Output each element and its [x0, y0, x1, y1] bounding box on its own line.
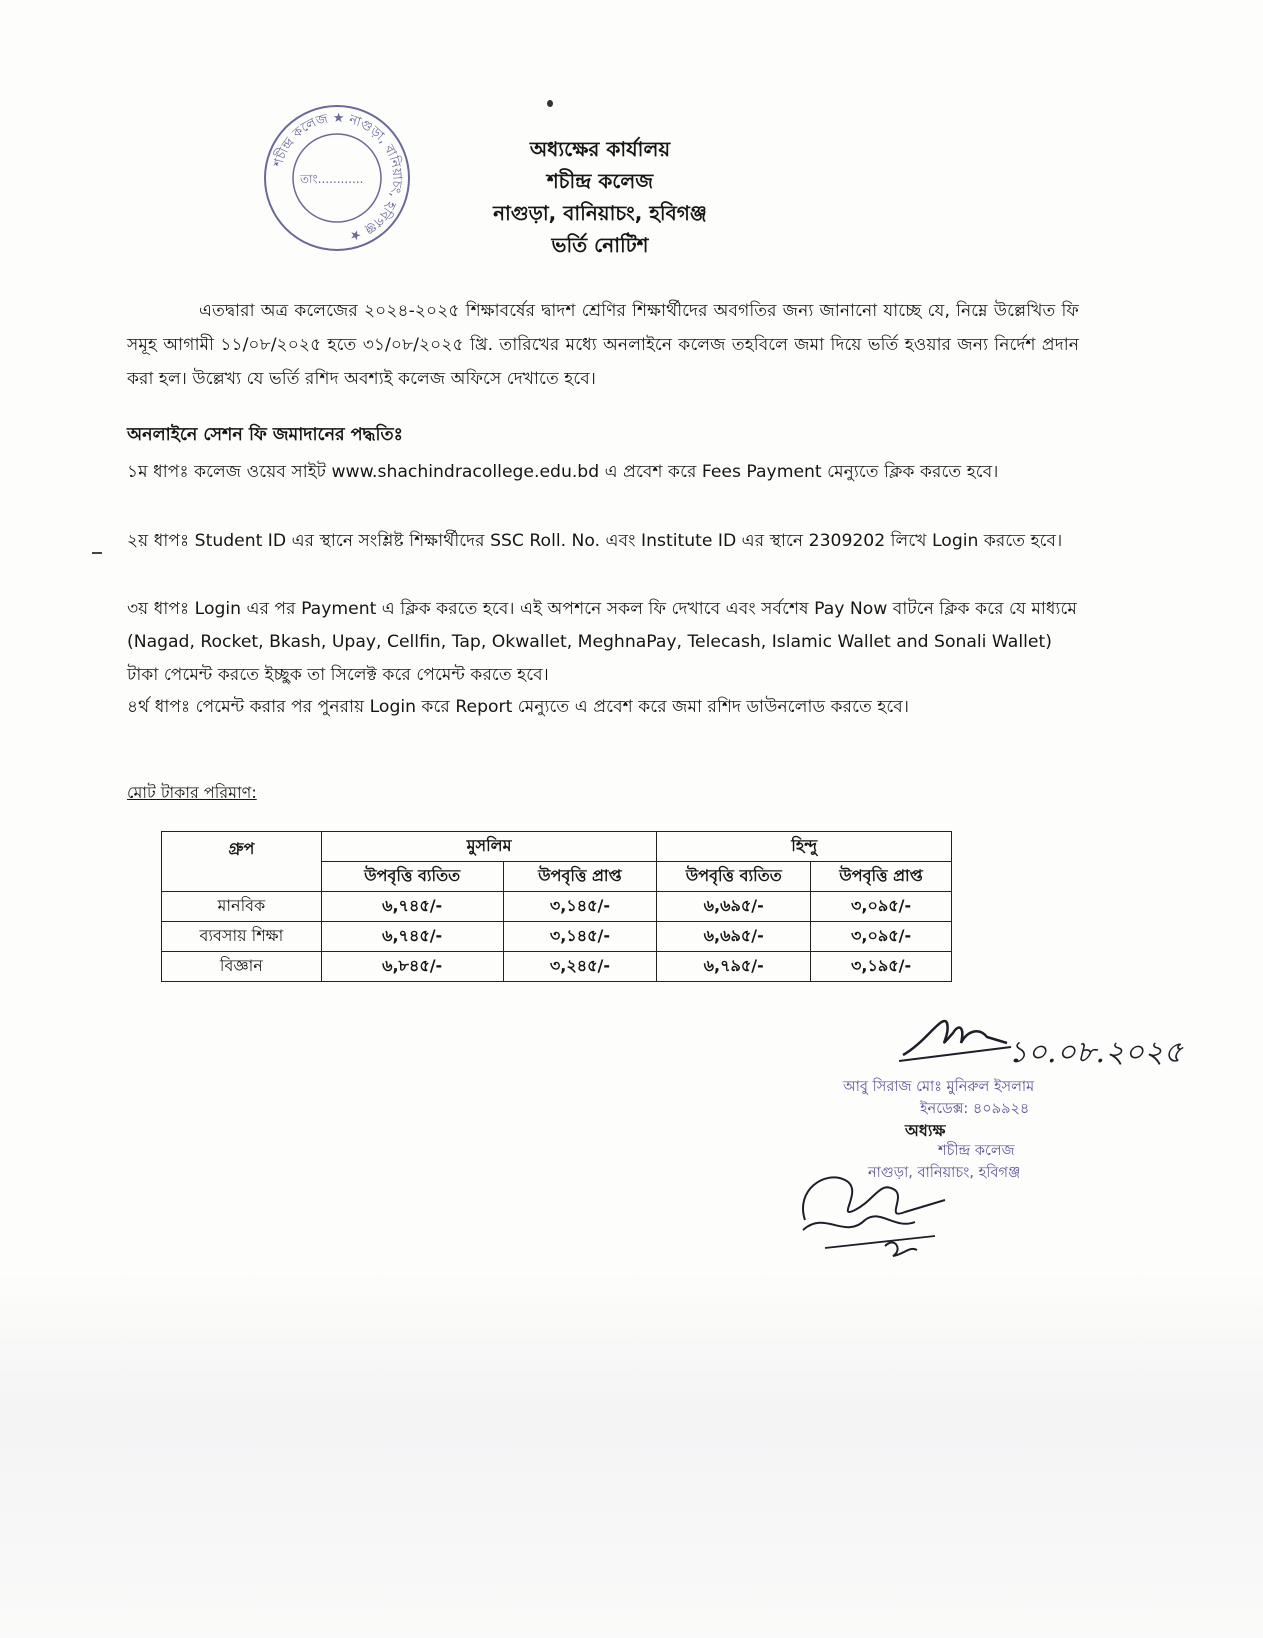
notice-body: এতদ্বারা অত্র কলেজের ২০২৪-২০২৫ শিক্ষাবর্ষের দ্বাদশ শ্রেণির শিক্ষার্থীদের অবগতির জন্য জানানো যাচ্ছে যে, নিম্নে উল্লেখিত ফি সমূহ আগামী ১১/০৮/২০২৫ হতে ৩১/০৮/২০২৫ খ্রি. তারিখের মধ্যে অনলাইনে কলেজ তহবিলে জমা দিয়ে ভর্তি হওয়ার জন্য নির্দেশ প্রদান করা হল। উল্লেখ্য যে ভর্তি রশিদ অবশ্যই কলেজ অফিসে দেখাতে হবে। [127, 301, 1079, 389]
fee-cell: ৩,১৯৫/- [811, 952, 952, 982]
seal-center-text: তাং............ [300, 172, 364, 186]
table-row [162, 892, 952, 922]
table-row [162, 952, 952, 982]
stamp-address: নাগুড়া, বানিয়াচং, হবিগঞ্জ [868, 1165, 1021, 1181]
step-1: ১ম ধাপঃ কলেজ ওয়েব সাইট www.shachindracollege.edu.bd এ প্রবেশ করে Fees Payment মেন্যুতে ক্লিক করতে হবে। [127, 462, 999, 482]
seal-graphic [262, 103, 412, 253]
fee-cell: ৬,৭৯৫/- [657, 952, 811, 982]
fee-cell: ৬,৬৯৫/- [657, 922, 811, 952]
fee-table [161, 831, 952, 982]
stamp-name: আবু সিরাজ মোঃ মুনিরুল ইসলাম [843, 1079, 1035, 1095]
table-header-row [162, 832, 952, 862]
college-address: নাগুড়া, বানিয়াচং, হবিগঞ্জ [493, 201, 707, 225]
notice-header [440, 133, 760, 261]
fee-cell: ৩,২৪৫/- [503, 952, 657, 982]
subheader-hindu-without-stipend: উপবৃত্তি ব্যতিত [657, 862, 811, 892]
fee-cell: ৬,৭৪৫/- [321, 892, 503, 922]
group-cell: ব্যবসায় শিক্ষা [162, 922, 322, 952]
stamp-index: ইনডেক্স: ৪০৯৯২৪ [920, 1101, 1030, 1117]
step-3: ৩য় ধাপঃ Login এর পর Payment এ ক্লিক করতে হবে। এই অপশনে সকল ফি দেখাবে এবং সর্বশেষ Pay Now বাটনে ক্লিক করে যে মাধ্যমে (Nagad, Rocket, Bkash, Upay, Cellfin, Tap, Okwallet, MeghnaPay, Telecash, Islamic Wallet and Sonali Wallet) টাকা পেমেন্ট করতে ইচ্ছুক তা সিলেক্ট করে পেমেন্ট করতে হবে। [127, 599, 1077, 685]
stamp-college: শচীন্দ্র কলেজ [938, 1143, 1015, 1159]
group-header: গ্রুপ [162, 832, 322, 892]
fee-cell: ৬,৭৪৫/- [321, 922, 503, 952]
college-name: শচীন্দ্র কলেজ [546, 169, 654, 193]
paper-fold-shadow [0, 1270, 1263, 1638]
hindu-header: হিন্দু [657, 832, 952, 862]
step-4: ৪র্থ ধাপঃ পেমেন্ট করার পর পুনরায় Login করে Report মেন্যুতে এ প্রবেশ করে জমা রশিদ ডাউনলোড করতে হবে। [127, 697, 910, 717]
subheader-hindu-with-stipend: উপবৃত্তি প্রাপ্ত [811, 862, 952, 892]
group-cell: মানবিক [162, 892, 322, 922]
college-seal [262, 103, 412, 253]
seal-ring-text: শচীন্দ্র কলেজ ★ নাগুড়া, বানিয়াচং, হবিগঞ্জ ★ [271, 110, 405, 244]
stamp-designation: অধ্যক্ষ [905, 1121, 946, 1140]
muslim-header: মুসলিম [321, 832, 657, 862]
fee-cell: ৩,০৯৫/- [811, 892, 952, 922]
subheader-muslim-without-stipend: উপবৃত্তি ব্যতিত [321, 862, 503, 892]
fee-cell: ৩,০৯৫/- [811, 922, 952, 952]
subheader-muslim-with-stipend: উপবৃত্তি প্রাপ্ত [503, 862, 657, 892]
margin-mark [92, 552, 102, 554]
fee-cell: ৬,৬৯৫/- [657, 892, 811, 922]
notice-title: ভর্তি নোটিশ [551, 233, 649, 257]
fee-cell: ৩,১৪৫/- [503, 892, 657, 922]
fee-cell: ৬,৮৪৫/- [321, 952, 503, 982]
group-cell: বিজ্ঞান [162, 952, 322, 982]
step-2: ২য় ধাপঃ Student ID এর স্থানে সংশ্লিষ্ট শিক্ষার্থীদের SSC Roll. No. এবং Institute ID এর স্থানে 2309202 লিখে Login করতে হবে। [127, 531, 1063, 551]
ink-dot [547, 100, 553, 107]
signature-date: ১০.০৮.২০২৫ [1008, 1035, 1184, 1070]
fee-cell: ৩,১৪৫/- [503, 922, 657, 952]
payment-method-title: অনলাইনে সেশন ফি জমাদানের পদ্ধতিঃ [127, 425, 403, 445]
table-row [162, 922, 952, 952]
office-title: অধ্যক্ষের কার্যালয় [529, 137, 671, 161]
principal-signature [895, 1003, 1015, 1073]
second-signature [785, 1150, 965, 1260]
total-amount-label: মোট টাকার পরিমাণ: [127, 783, 257, 802]
